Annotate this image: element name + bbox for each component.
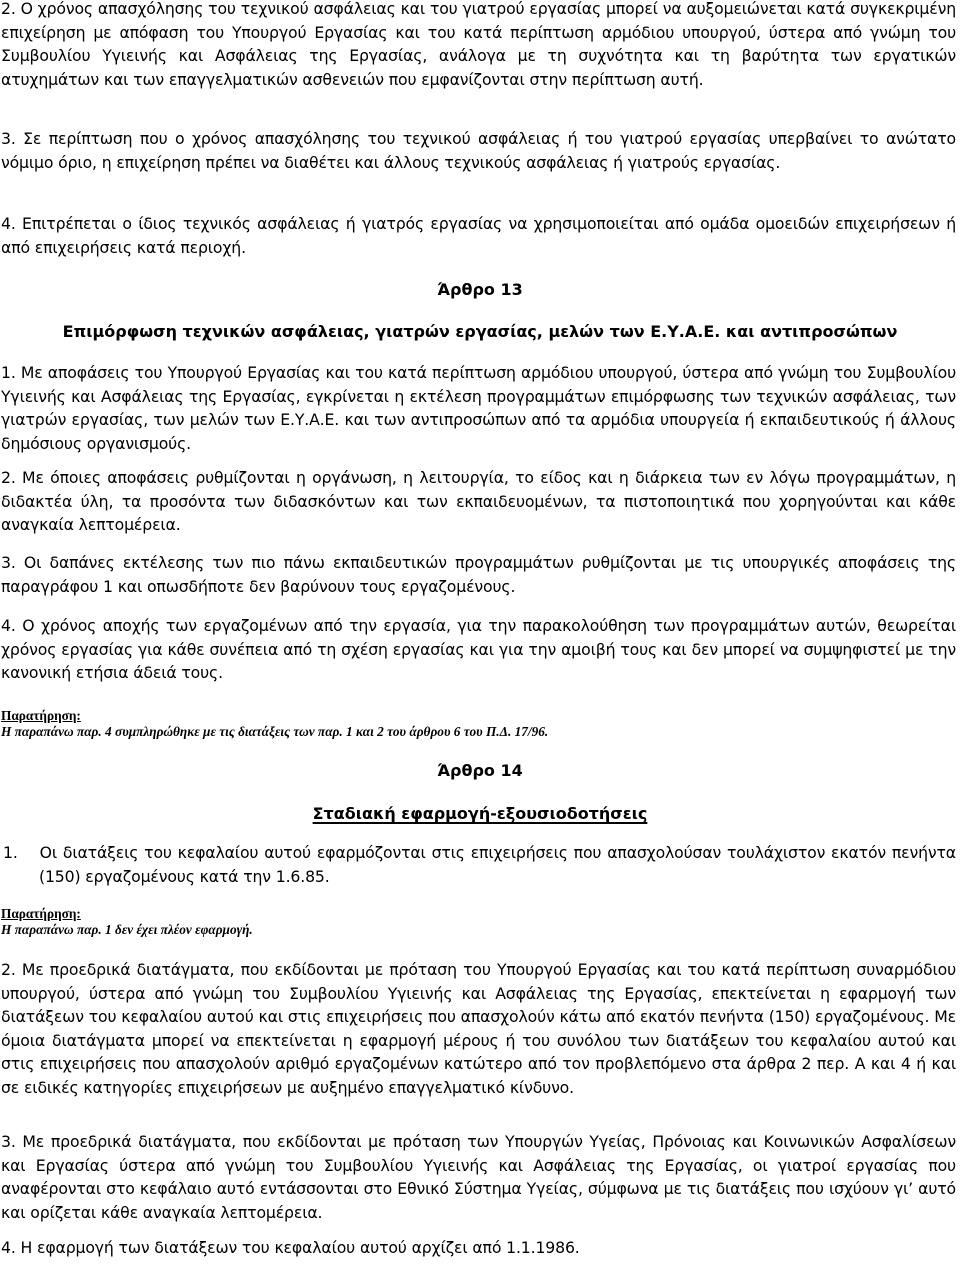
article-14-note-label: Παρατήρηση: bbox=[1, 906, 81, 921]
article-14-paragraph-1 bbox=[1, 841, 956, 888]
article-13-note-text: Η παραπάνω παρ. 4 συμπληρώθηκε με τις διατάξεις των παρ. 1 και 2 του άρθρου 6 του Π.Δ. 17/96. bbox=[1, 724, 549, 739]
article-13-number: Άρθρο 13 bbox=[437, 280, 523, 299]
article-14-paragraph-4: 4. Η εφαρμογή των διατάξεων του κεφαλαίου αυτού αρχίζει από 1.1.1986. bbox=[1, 1238, 580, 1257]
article-13-paragraph-3: 3. Οι δαπάνες εκτέλεσης των πιο πάνω εκπαιδευτικών προγραμμάτων ρυθμίζονται με τις υπουργικές αποφάσεις της παραγράφου 1 και οπωσδήποτε δεν βαρύνουν τους εργαζομένους. bbox=[1, 553, 956, 596]
article-13-title: Επιμόρφωση τεχνικών ασφάλειας, γιατρών εργασίας, μελών των Ε.Υ.Α.Ε. και αντιπροσώπων bbox=[62, 322, 898, 341]
article-14-paragraph-2: 2. Με προεδρικά διατάγματα, που εκδίδονται με πρόταση του Υπουργού Εργασίας και του κατά περίπτωση συναρμόδιου υπουργού, ύστερα από γνώμη του Συμβουλίου Υγιεινής και Ασφάλειας της Εργασίας, επεκτείνεται η εφαρμογή των διατάξεων του κεφαλαίου αυτού και στις επιχειρήσεις που απασχολούν κάτω από εκατόν πενήντα (150) εργαζομένους. Με όμοια διατάγματα μπορεί να επεκτείνεται η εφαρμογή μέρους ή του συνόλου των διατάξεων του κεφαλαίου αυτού και στις επιχειρήσεις που απασχολούν αριθμό εργαζομένων κατώτερο από τον προβλεπόμενο στα άρθρα 2 περ. Α και 4 ή και σε ειδικές κατηγορίες επιχειρήσεων με αυξημένο επαγγελματικό κίνδυνο. bbox=[1, 960, 956, 1097]
article-14-title-text: Σταδιακή εφαρμογή-εξουσιοδοτήσεις bbox=[312, 804, 648, 823]
paragraph-3: 3. Σε περίπτωση που ο χρόνος απασχόλησης του τεχνικού ασφάλειας ή του γιατρού εργασίας υπερβαίνει το ανώτατο νόμιμο όριο, η επιχείρηση πρέπει να διαθέτει και άλλους τεχνικούς ασφάλειας ή γιατρούς εργασίας. bbox=[1, 129, 956, 172]
paragraph-4: 4. Επιτρέπεται ο ίδιος τεχνικός ασφάλειας ή γιατρός εργασίας να χρησιμοποιείται από ομάδα ομοειδών επιχειρήσεων ή από επιχειρήσεις κατά περιοχή. bbox=[1, 214, 956, 257]
article-14-paragraph-1-number: 1. bbox=[3, 843, 18, 862]
article-13-paragraph-4: 4. Ο χρόνος αποχής των εργαζομένων από την εργασία, για την παρακολούθηση των προγραμμάτων αυτών, θεωρείται χρόνος εργασίας για κάθε συνέπεια από τη σχέση εργασίας και για την αμοιβή τους και δεν μπορεί να συμψηφιστεί με την κανονική ετήσια άδειά τους. bbox=[1, 616, 956, 683]
article-13-paragraph-2: 2. Με όποιες αποφάσεις ρυθμίζονται η οργάνωση, η λειτουργία, το είδος και η διάρκεια των εν λόγω προγραμμάτων, η διδακτέα ύλη, τα προσόντα των διδασκόντων και των εκπαιδευομένων, τα πιστοποιητικά που χορηγούνται και κάθε αναγκαία λεπτομέρεια. bbox=[1, 468, 956, 535]
article-14-title bbox=[0, 803, 960, 825]
article-14-number: Άρθρο 14 bbox=[437, 761, 523, 780]
paragraph-2: 2. Ο χρόνος απασχόλησης του τεχνικού ασφάλειας και του γιατρού εργασίας μπορεί να αυξομειώνεται κατά συγκεκριμένη επιχείρηση με απόφαση του Υπουργού Εργασίας και του κατά περίπτωση αρμόδιου υπουργού, ύστερα από γνώμη του Συμβουλίου Υγιεινής και Ασφάλειας της Εργασίας, ανάλογα με τη συχνότητα και τη βαρύτητα των εργατικών ατυχημάτων και των επαγγελματικών ασθενειών που εμφανίζονται στην περίπτωση αυτή. bbox=[1, 0, 956, 89]
article-13-paragraph-1: 1. Με αποφάσεις του Υπουργού Εργασίας και του κατά περίπτωση αρμόδιου υπουργού, ύστερα από γνώμη του Συμβουλίου Υγιεινής και Ασφάλειας της Εργασίας, εγκρίνεται η εκτέλεση προγραμμάτων επιμόρφωσης των τεχνικών ασφάλειας, των γιατρών εργασίας, των μελών των Ε.Υ.Α.Ε. και των αντιπροσώπων από τα αρμόδια υπουργεία ή εκπαιδευτικούς ή άλλους δημόσιους οργανισμούς. bbox=[1, 363, 956, 453]
article-14-paragraph-3: 3. Με προεδρικά διατάγματα, που εκδίδονται με πρόταση των Υπουργών Υγείας, Πρόνοιας και Κοινωνικών Ασφαλίσεων και Εργασίας ύστερα από γνώμη του Συμβουλίου Υγιεινής και Ασφάλειας της Εργασίας, οι γιατροί εργασίας που αναφέρονται στο κεφάλαιο αυτό εντάσσονται στο Εθνικό Σύστημα Υγείας, σύμφωνα με τις διατάξεις που ισχύουν γι’ αυτό και ορίζεται κάθε αναγκαία λεπτομέρεια. bbox=[1, 1132, 956, 1222]
article-14-note-text: Η παραπάνω παρ. 1 δεν έχει πλέον εφαρμογή. bbox=[1, 922, 253, 937]
article-13-note-label: Παρατήρηση: bbox=[1, 708, 81, 723]
article-14-paragraph-1-text: Οι διατάξεις του κεφαλαίου αυτού εφαρμόζονται στις επιχειρήσεις που απασχολούσαν τουλάχιστον εκατόν πενήντα (150) εργαζομένους κατά την 1.6.85. bbox=[39, 843, 956, 886]
